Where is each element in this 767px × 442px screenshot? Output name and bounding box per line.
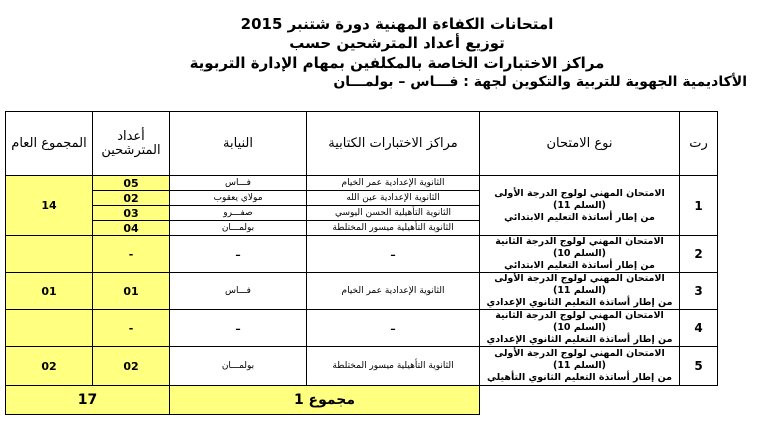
table-row [6,273,718,310]
center-cell: - [307,310,480,347]
directorate-cell: مولاي يعقوب [170,191,307,206]
directorate-cell: - [170,310,307,347]
col-total: المجموع العام [6,112,93,176]
exam-line-2: من إطار أساتذة التعليم الثانوي الإعدادي [486,334,673,345]
directorate-cell: بولمـــان [170,221,307,236]
candidates-table [5,111,718,415]
title-line-3: مراكز الاختبارات الخاصة بالمكلفين بمهام الإدارة التربوية [189,54,605,72]
col-rank: رت [680,112,718,176]
rank-cell: 4 [680,310,718,347]
count-cell: 03 [93,206,170,221]
footer-label: مجموع 1 [170,386,480,415]
rank-cell: 5 [680,347,718,386]
total-cell: 01 [6,273,93,310]
center-cell: - [307,236,480,273]
col-directorate: النيابة [170,112,307,176]
exam-line-1: الامتحان المهني لولوج الدرجة الأولى (السلم 11) [494,187,665,211]
center-cell: الثانوية الإعدادية عمر الخيام [307,176,480,191]
footer-spacer [480,386,680,415]
footer-spacer [680,386,718,415]
total-cell [6,310,93,347]
count-cell: 04 [93,221,170,236]
table-row [6,347,718,386]
directorate-cell: فـــاس [170,176,307,191]
title-line-2: توزيع أعداد المترشحين حسب [289,34,505,52]
count-cell: - [93,236,170,273]
exam-cell [480,236,680,273]
count-cell: 01 [93,273,170,310]
total-row [6,386,718,415]
rank-cell: 1 [680,176,718,236]
exam-cell [480,310,680,347]
exam-line-2: من إطار أساتذة التعليم الابتدائي [504,260,655,271]
rank-cell: 3 [680,273,718,310]
exam-line-2: من إطار أساتذة التعليم الابتدائي [504,211,655,223]
center-cell: الثانوية التأهيلية الحسن اليوسي [307,206,480,221]
col-count: أعداد المترشحين [93,112,170,176]
directorate-cell: بولمـــان [170,347,307,386]
exam-line-1: الامتحان المهني لولوج الدرجة الأولى (السلم 11) [494,348,665,371]
total-cell: 14 [6,176,93,236]
total-cell [6,236,93,273]
exam-line-2: من إطار أساتذة التعليم الثانوي الإعدادي [486,297,673,308]
exam-line-1: الامتحان المهني لولوج الدرجة الثانية (السلم 10) [495,236,664,259]
exam-line-1: الامتحان المهني لولوج الدرجة الثانية (السلم 10) [495,310,664,333]
center-cell: الثانوية التأهيلية ميسور المختلطة [307,221,480,236]
rank-cell: 2 [680,236,718,273]
count-cell: 05 [93,176,170,191]
exam-line-2: من إطار أساتذة التعليم الثانوي التأهيلي [486,372,673,383]
academy-line: الأكاديمية الجهوية للتربية والتكوين لجهة : فـــاس – بولمـــان [333,74,747,90]
count-cell: 02 [93,347,170,386]
directorate-cell: صفـــرو [170,206,307,221]
table-row [6,176,718,191]
exam-cell [480,176,680,236]
directorate-cell: - [170,236,307,273]
center-cell: الثانوية الإعدادية عمر الخيام [307,273,480,310]
directorate-cell: فـــاس [170,273,307,310]
count-cell: - [93,310,170,347]
exam-line-1: الامتحان المهني لولوج الدرجة الأولى (السلم 11) [494,273,665,296]
table-row [6,310,718,347]
count-cell: 02 [93,191,170,206]
total-cell: 02 [6,347,93,386]
title-line-1: امتحانات الكفاءة المهنية دورة شتنبر 2015 [240,15,554,33]
center-cell: الثانوية التأهيلية ميسور المختلطة [307,347,480,386]
col-centers: مراكز الاختبارات الكتابية [307,112,480,176]
col-exam-type: نوع الامتحان [480,112,680,176]
exam-cell [480,347,680,386]
center-cell: الثانوية الإعدادية عين الله [307,191,480,206]
footer-total: 17 [6,386,170,415]
exam-cell [480,273,680,310]
table-row [6,236,718,273]
